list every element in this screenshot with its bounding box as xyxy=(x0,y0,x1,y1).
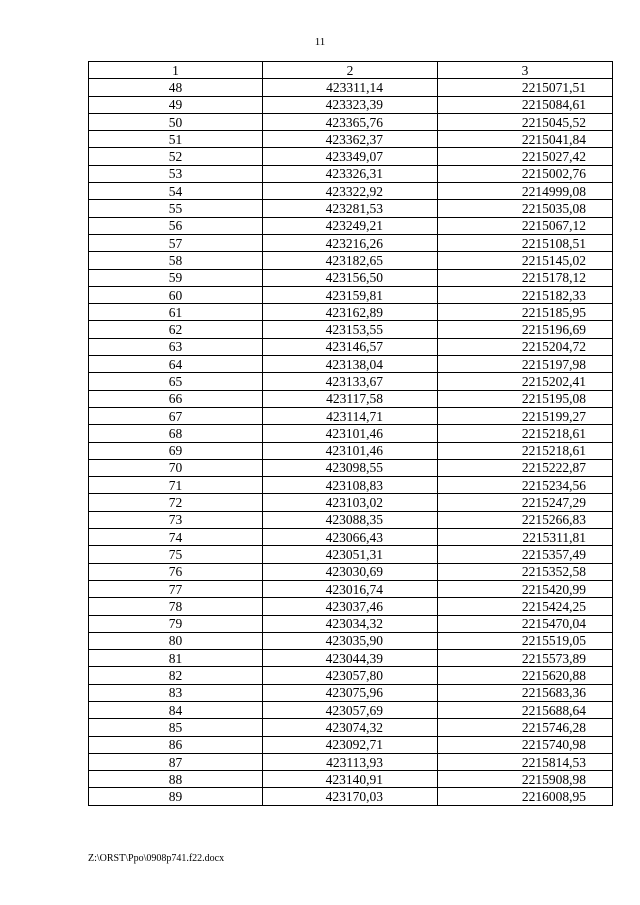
y-coordinate-cell: 2215084,61 xyxy=(438,96,613,113)
point-number-cell: 56 xyxy=(89,217,263,234)
x-coordinate-cell: 423281,53 xyxy=(263,200,438,217)
x-coordinate-cell: 423117,58 xyxy=(263,390,438,407)
y-coordinate-cell: 2215311,81 xyxy=(438,529,613,546)
y-coordinate-cell: 2215620,88 xyxy=(438,667,613,684)
y-coordinate-cell: 2215519,05 xyxy=(438,632,613,649)
y-coordinate-cell: 2215071,51 xyxy=(438,79,613,96)
y-coordinate-cell: 2215222,87 xyxy=(438,459,613,476)
x-coordinate-cell: 423362,37 xyxy=(263,131,438,148)
point-number-cell: 70 xyxy=(89,459,263,476)
x-coordinate-cell: 423066,43 xyxy=(263,529,438,546)
point-number-cell: 52 xyxy=(89,148,263,165)
point-number-cell: 66 xyxy=(89,390,263,407)
y-coordinate-cell: 2215108,51 xyxy=(438,234,613,251)
y-coordinate-cell: 2215420,99 xyxy=(438,580,613,597)
point-number-cell: 50 xyxy=(89,113,263,130)
table-row xyxy=(89,304,613,321)
y-coordinate-cell: 2215067,12 xyxy=(438,217,613,234)
table-row xyxy=(89,356,613,373)
y-coordinate-cell: 2215196,69 xyxy=(438,321,613,338)
table-row xyxy=(89,650,613,667)
table-row xyxy=(89,217,613,234)
point-number-cell: 53 xyxy=(89,165,263,182)
page-number: 11 xyxy=(314,36,326,48)
point-number-cell: 54 xyxy=(89,183,263,200)
table-row xyxy=(89,234,613,251)
point-number-cell: 59 xyxy=(89,269,263,286)
y-coordinate-cell: 2215002,76 xyxy=(438,165,613,182)
table-row xyxy=(89,788,613,805)
x-coordinate-cell: 423323,39 xyxy=(263,96,438,113)
table-row xyxy=(89,511,613,528)
y-coordinate-cell: 2215218,61 xyxy=(438,442,613,459)
table-row xyxy=(89,580,613,597)
x-coordinate-cell: 423140,91 xyxy=(263,771,438,788)
point-number-cell: 78 xyxy=(89,598,263,615)
y-coordinate-cell: 2215740,98 xyxy=(438,736,613,753)
point-number-cell: 58 xyxy=(89,252,263,269)
table-row xyxy=(89,338,613,355)
x-coordinate-cell: 423326,31 xyxy=(263,165,438,182)
point-number-cell: 61 xyxy=(89,304,263,321)
header-row xyxy=(89,62,613,79)
point-number-cell: 71 xyxy=(89,477,263,494)
table-header xyxy=(89,62,613,79)
y-coordinate-cell: 2215424,25 xyxy=(438,598,613,615)
x-coordinate-cell: 423133,67 xyxy=(263,373,438,390)
x-coordinate-cell: 423057,80 xyxy=(263,667,438,684)
point-number-cell: 77 xyxy=(89,580,263,597)
point-number-cell: 73 xyxy=(89,511,263,528)
x-coordinate-cell: 423030,69 xyxy=(263,563,438,580)
table-row xyxy=(89,79,613,96)
point-number-cell: 51 xyxy=(89,131,263,148)
point-number-cell: 62 xyxy=(89,321,263,338)
y-coordinate-cell: 2215202,41 xyxy=(438,373,613,390)
table-row xyxy=(89,286,613,303)
y-coordinate-cell: 2215746,28 xyxy=(438,719,613,736)
point-number-cell: 67 xyxy=(89,407,263,424)
table-row xyxy=(89,373,613,390)
y-coordinate-cell: 2215814,53 xyxy=(438,753,613,770)
table-row xyxy=(89,96,613,113)
x-coordinate-cell: 423108,83 xyxy=(263,477,438,494)
table-row xyxy=(89,269,613,286)
footer-file-path: Z:\ORST\Ppo\0908p741.f22.docx xyxy=(88,853,225,864)
table-row xyxy=(89,529,613,546)
y-coordinate-cell: 2215908,98 xyxy=(438,771,613,788)
x-coordinate-cell: 423101,46 xyxy=(263,425,438,442)
table-row xyxy=(89,771,613,788)
x-coordinate-cell: 423098,55 xyxy=(263,459,438,476)
point-number-cell: 84 xyxy=(89,701,263,718)
point-number-cell: 72 xyxy=(89,494,263,511)
point-number-cell: 75 xyxy=(89,546,263,563)
y-coordinate-cell: 2216008,95 xyxy=(438,788,613,805)
table-row xyxy=(89,321,613,338)
y-coordinate-cell: 2215027,42 xyxy=(438,148,613,165)
point-number-cell: 88 xyxy=(89,771,263,788)
table-row xyxy=(89,632,613,649)
x-coordinate-cell: 423322,92 xyxy=(263,183,438,200)
table-row xyxy=(89,719,613,736)
table-row xyxy=(89,753,613,770)
x-coordinate-cell: 423216,26 xyxy=(263,234,438,251)
x-coordinate-cell: 423037,46 xyxy=(263,598,438,615)
y-coordinate-cell: 2215199,27 xyxy=(438,407,613,424)
y-coordinate-cell: 2214999,08 xyxy=(438,183,613,200)
y-coordinate-cell: 2215266,83 xyxy=(438,511,613,528)
y-coordinate-cell: 2215352,58 xyxy=(438,563,613,580)
y-coordinate-cell: 2215178,12 xyxy=(438,269,613,286)
y-coordinate-cell: 2215218,61 xyxy=(438,425,613,442)
x-coordinate-cell: 423138,04 xyxy=(263,356,438,373)
y-coordinate-cell: 2215357,49 xyxy=(438,546,613,563)
x-coordinate-cell: 423035,90 xyxy=(263,632,438,649)
table-row xyxy=(89,701,613,718)
point-number-cell: 81 xyxy=(89,650,263,667)
table-row xyxy=(89,113,613,130)
x-coordinate-cell: 423182,65 xyxy=(263,252,438,269)
y-coordinate-cell: 2215182,33 xyxy=(438,286,613,303)
x-coordinate-cell: 423156,50 xyxy=(263,269,438,286)
x-coordinate-cell: 423249,21 xyxy=(263,217,438,234)
column-header-3: 3 xyxy=(438,62,613,79)
y-coordinate-cell: 2215185,95 xyxy=(438,304,613,321)
point-number-cell: 85 xyxy=(89,719,263,736)
table-row xyxy=(89,563,613,580)
point-number-cell: 48 xyxy=(89,79,263,96)
table-row xyxy=(89,425,613,442)
y-coordinate-cell: 2215683,36 xyxy=(438,684,613,701)
x-coordinate-cell: 423159,81 xyxy=(263,286,438,303)
x-coordinate-cell: 423088,35 xyxy=(263,511,438,528)
x-coordinate-cell: 423114,71 xyxy=(263,407,438,424)
point-number-cell: 83 xyxy=(89,684,263,701)
point-number-cell: 57 xyxy=(89,234,263,251)
y-coordinate-cell: 2215195,08 xyxy=(438,390,613,407)
x-coordinate-cell: 423092,71 xyxy=(263,736,438,753)
column-header-1: 1 xyxy=(89,62,263,79)
table-row xyxy=(89,477,613,494)
point-number-cell: 89 xyxy=(89,788,263,805)
table-row xyxy=(89,183,613,200)
y-coordinate-cell: 2215045,52 xyxy=(438,113,613,130)
y-coordinate-cell: 2215234,56 xyxy=(438,477,613,494)
y-coordinate-cell: 2215573,89 xyxy=(438,650,613,667)
y-coordinate-cell: 2215688,64 xyxy=(438,701,613,718)
coordinates-table xyxy=(88,61,613,806)
x-coordinate-cell: 423170,03 xyxy=(263,788,438,805)
table-row xyxy=(89,148,613,165)
x-coordinate-cell: 423044,39 xyxy=(263,650,438,667)
point-number-cell: 55 xyxy=(89,200,263,217)
x-coordinate-cell: 423311,14 xyxy=(263,79,438,96)
table-row xyxy=(89,200,613,217)
point-number-cell: 76 xyxy=(89,563,263,580)
point-number-cell: 80 xyxy=(89,632,263,649)
table-row xyxy=(89,442,613,459)
point-number-cell: 79 xyxy=(89,615,263,632)
table-body xyxy=(89,79,613,805)
x-coordinate-cell: 423051,31 xyxy=(263,546,438,563)
y-coordinate-cell: 2215145,02 xyxy=(438,252,613,269)
point-number-cell: 60 xyxy=(89,286,263,303)
x-coordinate-cell: 423075,96 xyxy=(263,684,438,701)
y-coordinate-cell: 2215041,84 xyxy=(438,131,613,148)
table-row xyxy=(89,546,613,563)
table-row xyxy=(89,252,613,269)
table-row xyxy=(89,667,613,684)
table-row xyxy=(89,407,613,424)
y-coordinate-cell: 2215247,29 xyxy=(438,494,613,511)
y-coordinate-cell: 2215197,98 xyxy=(438,356,613,373)
point-number-cell: 65 xyxy=(89,373,263,390)
x-coordinate-cell: 423153,55 xyxy=(263,321,438,338)
x-coordinate-cell: 423146,57 xyxy=(263,338,438,355)
x-coordinate-cell: 423034,32 xyxy=(263,615,438,632)
table-row xyxy=(89,736,613,753)
point-number-cell: 87 xyxy=(89,753,263,770)
column-header-2: 2 xyxy=(263,62,438,79)
table-row xyxy=(89,459,613,476)
point-number-cell: 49 xyxy=(89,96,263,113)
x-coordinate-cell: 423103,02 xyxy=(263,494,438,511)
table-row xyxy=(89,684,613,701)
point-number-cell: 74 xyxy=(89,529,263,546)
x-coordinate-cell: 423057,69 xyxy=(263,701,438,718)
y-coordinate-cell: 2215470,04 xyxy=(438,615,613,632)
table-row xyxy=(89,598,613,615)
x-coordinate-cell: 423101,46 xyxy=(263,442,438,459)
x-coordinate-cell: 423113,93 xyxy=(263,753,438,770)
point-number-cell: 68 xyxy=(89,425,263,442)
point-number-cell: 69 xyxy=(89,442,263,459)
x-coordinate-cell: 423162,89 xyxy=(263,304,438,321)
table-row xyxy=(89,390,613,407)
table-row xyxy=(89,165,613,182)
x-coordinate-cell: 423074,32 xyxy=(263,719,438,736)
table-row xyxy=(89,615,613,632)
point-number-cell: 86 xyxy=(89,736,263,753)
point-number-cell: 63 xyxy=(89,338,263,355)
table-row xyxy=(89,494,613,511)
y-coordinate-cell: 2215204,72 xyxy=(438,338,613,355)
point-number-cell: 82 xyxy=(89,667,263,684)
x-coordinate-cell: 423349,07 xyxy=(263,148,438,165)
point-number-cell: 64 xyxy=(89,356,263,373)
table-row xyxy=(89,131,613,148)
y-coordinate-cell: 2215035,08 xyxy=(438,200,613,217)
x-coordinate-cell: 423365,76 xyxy=(263,113,438,130)
x-coordinate-cell: 423016,74 xyxy=(263,580,438,597)
